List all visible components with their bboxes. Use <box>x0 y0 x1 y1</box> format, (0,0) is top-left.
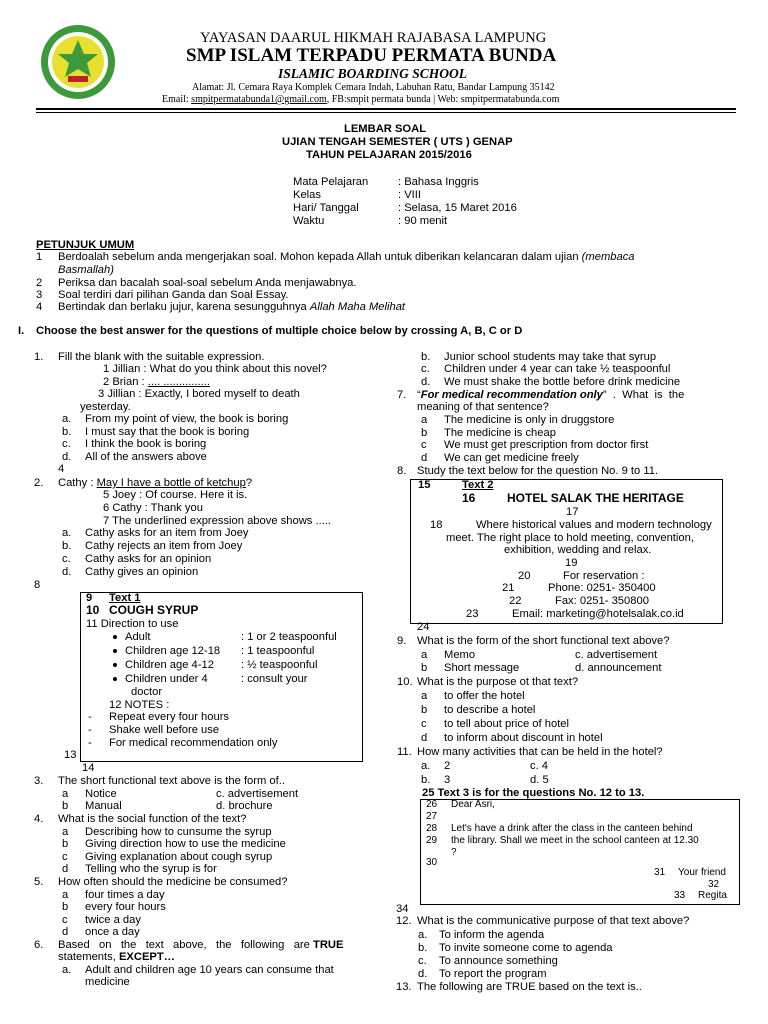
option-text[interactable]: We must shake the bottle before drink medicine <box>444 376 681 388</box>
question-text-cont: meaning of that sentence? <box>417 401 549 413</box>
text1-title: COUGH SYRUP <box>109 603 199 617</box>
note-item: - Shake well before use <box>88 724 220 736</box>
option-text[interactable]: 2 <box>444 760 451 772</box>
letter-greeting: Dear Asri, <box>451 799 495 810</box>
option-letter: c <box>421 718 427 730</box>
line-number: 31 <box>654 867 666 878</box>
dialogue-line: 3 Jillian : Exactly, I bored myself to death <box>98 388 300 400</box>
option-letter: a. <box>62 964 72 976</box>
letter-body: ? <box>451 847 457 858</box>
option-letter: d <box>421 452 428 464</box>
question-text: Based on the text above, the following are TRUE <box>58 939 344 951</box>
text3-box <box>420 799 740 905</box>
option-letter: b <box>62 901 69 913</box>
option-letter: a <box>421 414 428 426</box>
line-number: 30 <box>426 857 438 868</box>
reservation-label: For reservation : <box>563 570 645 582</box>
question-text: “For medical recommendation only” . What is the <box>417 389 685 401</box>
option-text[interactable]: Notice <box>85 788 117 800</box>
question-number: 11. <box>397 746 412 758</box>
instruction-num: 1 <box>36 251 43 263</box>
option-letter: d <box>421 732 428 744</box>
option-letter: b. <box>421 774 431 786</box>
info-value: : VIII <box>398 189 422 201</box>
option-text[interactable]: c. advertisement <box>216 788 299 800</box>
line-number: 28 <box>426 823 438 834</box>
school-logo <box>40 24 116 100</box>
instruction-item: Bertindak dan berlaku jujur, karena sesungguhnya Allah Maha Melihat <box>58 301 406 313</box>
notes-heading: 12 NOTES : <box>109 699 170 711</box>
letter-body: Let's have a drink after the class in the canteen behind <box>451 823 693 834</box>
question-number: 6. <box>34 939 44 951</box>
line-number: 18 <box>430 519 443 531</box>
dialogue-line: 6 Cathy : Thank you <box>103 502 203 514</box>
question-number: 5. <box>34 876 44 888</box>
option-text[interactable]: To report the program <box>439 968 547 980</box>
option-letter: b <box>421 427 428 439</box>
option-letter: c. <box>62 553 71 565</box>
option-text[interactable]: Children under 4 year can take ½ teaspoonful <box>444 363 671 375</box>
dialogue-line: 5 Joey : Of course. Here it is. <box>103 489 248 501</box>
dose-value: : 1 teaspoonful <box>241 645 315 657</box>
option-text[interactable]: to inform about discount in hotel <box>444 732 603 744</box>
dose-value: : ½ teaspoonful <box>241 659 318 671</box>
instruction-num: 2 <box>36 277 43 289</box>
title-line2: UJIAN TENGAH SEMESTER ( UTS ) GENAP <box>282 136 513 148</box>
text2-title: HOTEL SALAK THE HERITAGE <box>507 491 684 505</box>
line-number: 19 <box>565 557 578 569</box>
note-item: - For medical recommendation only <box>88 737 278 749</box>
option-letter: a. <box>62 413 72 425</box>
info-label: Hari/ Tanggal <box>293 202 359 214</box>
option-letter: d. <box>62 451 72 463</box>
option-letter: b <box>62 838 69 850</box>
section-instruction: Choose the best answer for the questions of multiple choice below by crossing A, B, C or D <box>36 325 523 337</box>
logo-emblem-icon <box>40 24 116 100</box>
option-letter: a <box>62 826 69 838</box>
contact-email-label: Email: <box>162 94 192 105</box>
option-text[interactable]: Describing how to cunsume the syrup <box>85 826 272 838</box>
bullet-icon <box>113 635 117 639</box>
question-text: What is the communicative purpose of that text above? <box>417 915 690 927</box>
question-text: Fill the blank with the suitable expression. <box>58 351 265 363</box>
option-text[interactable]: Cathy asks for an item from Joey <box>85 527 249 539</box>
line-number: 8 <box>34 579 41 591</box>
option-text[interactable]: Giving direction how to use the medicine <box>85 838 286 850</box>
option-text[interactable]: We can get medicine freely <box>444 452 579 464</box>
question-number: 3. <box>34 775 44 787</box>
option-text[interactable]: Cathy gives an opinion <box>85 566 199 578</box>
dose-row: Children age 12-18 <box>113 645 220 658</box>
bullet-icon <box>113 663 117 667</box>
option-letter: b <box>62 800 69 812</box>
option-text[interactable]: Giving explanation about cough syrup <box>85 851 273 863</box>
instruction-num: 3 <box>36 289 43 301</box>
option-letter: c. <box>62 438 71 450</box>
question-number: 13. <box>396 981 412 993</box>
dialogue-line: 2 Brian : .... ............... <box>103 376 210 388</box>
question-text: The following are TRUE based on the text is.. <box>417 981 642 993</box>
dose-row: Adult <box>113 631 151 644</box>
option-letter: a. <box>62 527 72 539</box>
option-text[interactable]: once a day <box>85 926 140 938</box>
question-number: 8. <box>397 465 407 477</box>
question-text: The short functional text above is the form of.. <box>58 775 285 787</box>
hotel-fax: Fax: 0251- 350800 <box>555 595 649 607</box>
dialogue-line: 7 The underlined expression above shows ..... <box>103 515 332 527</box>
hotel-desc: exhibition, wedding and relax. <box>504 544 652 556</box>
text1-direction: 11 Direction to use <box>86 618 179 630</box>
letter-closing: Your friend <box>678 867 726 878</box>
option-letter: a <box>421 649 428 661</box>
option-text[interactable]: Memo <box>444 649 476 661</box>
option-text[interactable]: Short message <box>444 662 520 674</box>
line-number: 26 <box>426 799 438 810</box>
instruction-num: 4 <box>36 301 43 313</box>
option-letter: a. <box>421 760 431 772</box>
info-label: Mata Pelajaran <box>293 176 369 188</box>
option-text[interactable]: to tell about price of hotel <box>444 718 570 730</box>
option-letter: c. <box>421 363 430 375</box>
header-divider-thin <box>36 112 736 113</box>
line-number: 32 <box>708 879 720 890</box>
option-text[interactable]: d. brochure <box>216 800 273 812</box>
instruction-item: Soal terdiri dari pilihan Ganda dan Soal Essay. <box>58 289 289 301</box>
instruction-item-cont: Basmallah) <box>58 264 114 276</box>
foundation-name: YAYASAN DAARUL HIKMAH RAJABASA LAMPUNG <box>200 30 547 46</box>
option-text[interactable]: The medicine is only in druggstore <box>444 414 615 426</box>
letter-body: the library. Shall we meet in the school canteen at 12.30 <box>451 835 699 846</box>
option-text[interactable]: c. 4 <box>530 760 549 772</box>
dose-value: : 1 or 2 teaspoonful <box>241 631 337 643</box>
option-text[interactable]: From my point of view, the book is boring <box>85 413 289 425</box>
info-value: : Bahasa Inggris <box>398 176 479 188</box>
info-label: Waktu <box>293 215 325 227</box>
question-number: 10. <box>397 676 413 688</box>
question-number: 1. <box>34 351 44 363</box>
option-text[interactable]: Cathy asks for an opinion <box>85 553 212 565</box>
option-text[interactable]: I must say that the book is boring <box>85 426 250 438</box>
option-letter: d. <box>62 566 72 578</box>
option-text[interactable]: every four hours <box>85 901 166 913</box>
question-text: Cathy : May I have a bottle of ketchup? <box>58 477 253 489</box>
option-letter: c. <box>418 955 427 967</box>
option-text[interactable]: twice a day <box>85 914 141 926</box>
option-text[interactable]: Manual <box>85 800 122 812</box>
info-value: : 90 menit <box>398 215 448 227</box>
line-number: 4 <box>58 463 65 475</box>
title-line1: LEMBAR SOAL <box>344 123 427 135</box>
option-letter: a <box>421 690 428 702</box>
question-number: 2. <box>34 477 44 489</box>
dose-value: : consult your <box>241 673 308 685</box>
contact-email-link[interactable]: smpitpermatabunda1@gmail.com <box>191 94 327 105</box>
contact-rest: , FB:smpit permata bunda | Web: smpitpermatabunda.com <box>326 94 560 105</box>
line-number: 15 <box>418 479 431 491</box>
option-text[interactable]: c. advertisement <box>575 649 658 661</box>
section-number: I. <box>18 325 25 337</box>
line-number: 9 <box>86 592 93 604</box>
line-number: 34 <box>396 903 409 915</box>
question-text: What is the purpose ot that text? <box>417 676 579 688</box>
option-text[interactable]: Telling who the syrup is for <box>85 863 217 875</box>
question-number: 12. <box>396 915 412 927</box>
line-number: 10 <box>86 603 100 617</box>
title-line3: TAHUN PELAJARAN 2015/2016 <box>306 149 472 161</box>
question-text: How many activities that can be held in the hotel? <box>417 746 663 758</box>
instruction-item: Berdoalah sebelum anda mengerjakan soal. Mohon kepada Allah untuk diberikan kelancaran dalam ujian (membaca <box>58 251 635 263</box>
question-text: What is the form of the short functional text above? <box>417 635 670 647</box>
line-number: 20 <box>518 570 531 582</box>
line-number: 23 <box>466 608 479 620</box>
option-text[interactable]: To invite someone come to agenda <box>439 942 613 954</box>
option-letter: b <box>421 704 428 716</box>
line-number: 33 <box>674 890 686 901</box>
option-letter: d. <box>421 376 431 388</box>
info-label: Kelas <box>293 189 321 201</box>
school-address: Alamat: Jl. Cemara Raya Komplek Cemara Indah, Labuhan Ratu, Bandar Lampung 35142 <box>192 82 555 93</box>
option-letter: b. <box>418 942 428 954</box>
option-text[interactable]: I think the book is boring <box>85 438 207 450</box>
header-divider <box>36 108 736 110</box>
line-number: 16 <box>462 491 476 505</box>
question-number: 7. <box>397 389 407 401</box>
line-number: 29 <box>426 835 438 846</box>
dose-row: Children under 4 <box>113 673 208 686</box>
option-text[interactable]: The medicine is cheap <box>444 427 556 439</box>
option-letter: d <box>62 926 69 938</box>
instruction-item: Periksa dan bacalah soal-soal sebelum Anda menjawabnya. <box>58 277 357 289</box>
option-letter: c <box>421 439 427 451</box>
option-text[interactable]: Junior school students may take that syrup <box>444 351 657 363</box>
question-text: Study the text below for the question No. 9 to 11. <box>417 465 659 477</box>
text3-heading: 25 Text 3 is for the questions No. 12 to 13. <box>422 787 645 799</box>
note-item: - Repeat every four hours <box>88 711 230 723</box>
hotel-desc: Where historical values and modern technology <box>476 519 712 531</box>
option-text[interactable]: Adult and children age 10 years can consume that <box>85 964 334 976</box>
option-letter: a <box>62 788 69 800</box>
option-text[interactable]: d. 5 <box>530 774 549 786</box>
option-text[interactable]: to describe a hotel <box>444 704 536 716</box>
bullet-icon <box>113 649 117 653</box>
question-number: 9. <box>397 635 407 647</box>
line-number: 17 <box>566 506 579 518</box>
school-subtitle: ISLAMIC BOARDING SCHOOL <box>278 66 468 81</box>
line-number: 21 <box>502 582 515 594</box>
dose-row: Children age 4-12 <box>113 659 214 672</box>
option-text[interactable]: We must get prescription from doctor first <box>444 439 649 451</box>
line-number: 14 <box>82 762 95 774</box>
option-text[interactable]: d. announcement <box>575 662 662 674</box>
line-number: 13 <box>64 749 77 761</box>
hotel-phone: Phone: 0251- 350400 <box>548 582 656 594</box>
option-letter: d. <box>418 968 428 980</box>
text1-label: Text 1 <box>109 592 141 604</box>
hotel-desc: meet. The right place to hold meeting, convention, <box>446 532 694 544</box>
question-number: 4. <box>34 813 44 825</box>
option-letter: b. <box>62 540 72 552</box>
line-number: 27 <box>426 811 438 822</box>
option-letter: a <box>62 889 69 901</box>
bullet-icon <box>113 677 117 681</box>
option-letter: a. <box>418 929 428 941</box>
line-number: 22 <box>509 595 522 607</box>
dialogue-line: 1 Jillian : What do you think about this novel? <box>103 363 327 375</box>
question-text: What is the social function of the text? <box>58 813 247 825</box>
dialogue-line: yesterday. <box>80 401 131 413</box>
option-letter: b <box>421 662 428 674</box>
instructions-heading: PETUNJUK UMUM <box>36 239 135 251</box>
line-number: 24 <box>417 621 430 633</box>
option-text-cont: medicine <box>85 976 130 988</box>
dose-cont: doctor <box>131 686 163 698</box>
option-text[interactable]: four times a day <box>85 889 165 901</box>
question-text-cont: statements, EXCEPT… <box>58 951 175 963</box>
school-name: SMP ISLAM TERPADU PERMATA BUNDA <box>186 45 557 66</box>
option-letter: d <box>62 863 69 875</box>
option-letter: c <box>62 851 68 863</box>
option-text[interactable]: To inform the agenda <box>439 929 545 941</box>
text2-label: Text 2 <box>462 479 494 491</box>
option-text[interactable]: Cathy rejects an item from Joey <box>85 540 243 552</box>
letter-signature: Regita <box>698 890 727 901</box>
option-letter: c <box>62 914 68 926</box>
question-text: How often should the medicine be consumed? <box>58 876 288 888</box>
school-contact <box>162 94 559 105</box>
info-value: : Selasa, 15 Maret 2016 <box>398 202 517 214</box>
option-text[interactable]: 3 <box>444 774 451 786</box>
option-text[interactable]: To announce something <box>439 955 558 967</box>
option-letter: b. <box>62 426 72 438</box>
option-text[interactable]: to offer the hotel <box>444 690 525 702</box>
option-letter: b. <box>421 351 431 363</box>
option-text[interactable]: All of the answers above <box>85 451 207 463</box>
hotel-email: Email: marketing@hotelsalak.co.id <box>512 608 684 620</box>
